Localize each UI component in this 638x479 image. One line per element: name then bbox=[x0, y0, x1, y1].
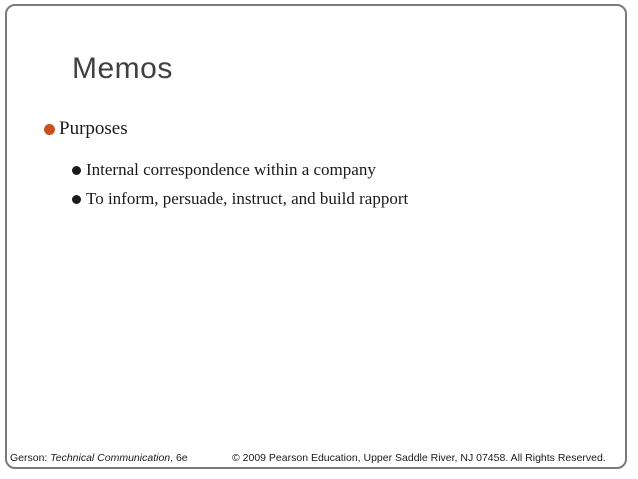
bullet-label: Purposes bbox=[59, 118, 128, 139]
bullet-dot-icon bbox=[72, 195, 81, 204]
sub-bullet-item-internal bbox=[72, 160, 376, 180]
bullet-item-purposes bbox=[44, 118, 128, 140]
footer-copyright: © 2009 Pearson Education, Upper Saddle River, NJ 07458. All Rights Reserved. bbox=[232, 452, 606, 464]
sub-bullet-label: To inform, persuade, instruct, and build rapport bbox=[86, 189, 409, 208]
bullet-dot-icon bbox=[72, 166, 81, 175]
footer-author: Gerson: bbox=[10, 452, 51, 464]
bullet-dot-icon bbox=[44, 124, 55, 135]
footer-citation bbox=[10, 452, 188, 464]
sub-bullet-label: Internal correspondence within a company bbox=[86, 160, 376, 179]
slide-title: Memos bbox=[72, 52, 173, 85]
footer-book-title: Technical Communication bbox=[50, 452, 171, 464]
sub-bullet-item-inform bbox=[72, 189, 408, 209]
footer-edition: , 6e bbox=[170, 452, 188, 464]
